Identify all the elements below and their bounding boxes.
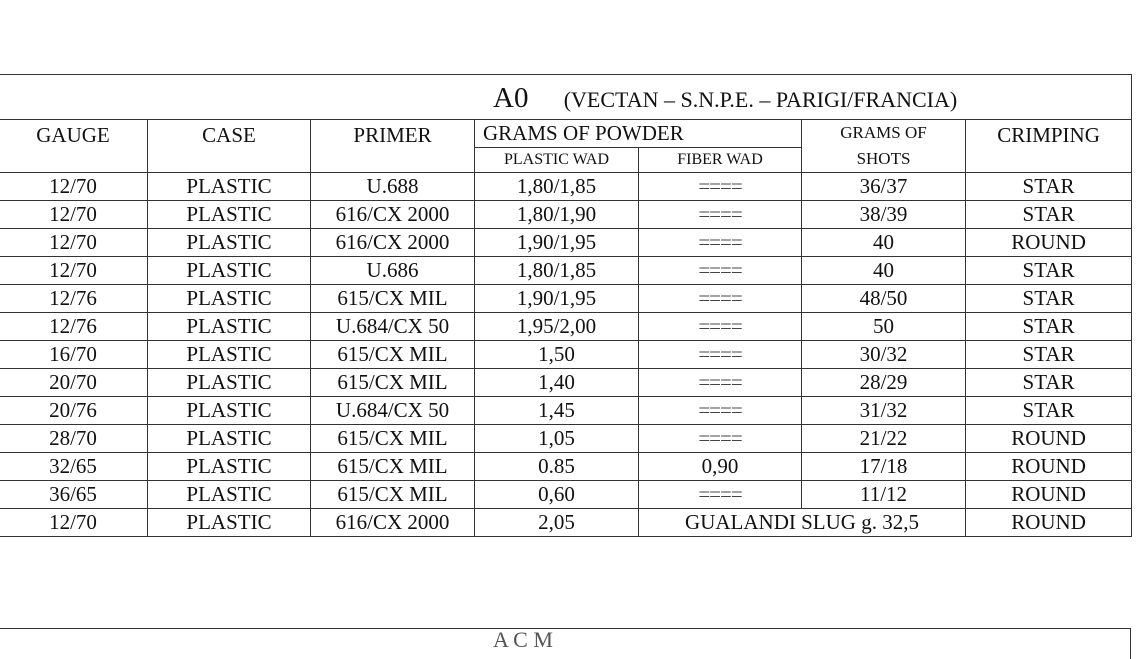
table-row: [0, 425, 1132, 453]
header-crimping: CRIMPING: [966, 120, 1132, 173]
table-row: [0, 313, 1132, 341]
cell-fiber-wad: ====: [639, 229, 802, 257]
table-subtitle: (VECTAN – S.N.P.E. – PARIGI/FRANCIA): [563, 87, 958, 113]
next-table-title-fragment: A C M: [493, 627, 553, 652]
cell-fiber-wad: ====: [639, 341, 802, 369]
header-case: CASE: [148, 120, 311, 173]
table-title-row: [0, 75, 1132, 120]
cell-fiber-wad: ====: [639, 313, 802, 341]
cell-case: PLASTIC: [148, 481, 311, 509]
cell-gauge: 28/70: [0, 425, 148, 453]
cell-gauge: 12/76: [0, 313, 148, 341]
header-grams-of-shots: [802, 120, 966, 173]
cell-primer: 616/CX 2000: [311, 229, 475, 257]
cell-plastic-wad: 2,05: [475, 509, 639, 537]
table-row: [0, 229, 1132, 257]
cell-case: PLASTIC: [148, 229, 311, 257]
cell-plastic-wad: 1,40: [475, 369, 639, 397]
cell-plastic-wad: 1,90/1,95: [475, 229, 639, 257]
cell-plastic-wad: 0.85: [475, 453, 639, 481]
table-row: [0, 453, 1132, 481]
cell-primer: U.684/CX 50: [311, 397, 475, 425]
cell-gauge: 12/70: [0, 173, 148, 201]
cell-case: PLASTIC: [148, 313, 311, 341]
cell-case: PLASTIC: [148, 425, 311, 453]
cell-fiber-wad: ====: [639, 257, 802, 285]
cell-shots: 38/39: [802, 201, 966, 229]
cell-merged: GUALANDI SLUG g. 32,5: [639, 509, 966, 537]
cell-shots: 21/22: [802, 425, 966, 453]
cell-gauge: 20/70: [0, 369, 148, 397]
cell-case: PLASTIC: [148, 173, 311, 201]
cell-fiber-wad: ====: [639, 481, 802, 509]
cell-shots: 17/18: [802, 453, 966, 481]
cell-fiber-wad: ====: [639, 201, 802, 229]
cell-crimping: STAR: [966, 369, 1132, 397]
cell-primer: U.688: [311, 173, 475, 201]
cell-case: PLASTIC: [148, 509, 311, 537]
table-row: [0, 369, 1132, 397]
cell-fiber-wad: 0,90: [639, 453, 802, 481]
cell-plastic-wad: 1,45: [475, 397, 639, 425]
cell-plastic-wad: 1,05: [475, 425, 639, 453]
cell-case: PLASTIC: [148, 257, 311, 285]
cell-case: PLASTIC: [148, 341, 311, 369]
cell-crimping: STAR: [966, 313, 1132, 341]
cell-shots: 36/37: [802, 173, 966, 201]
cell-fiber-wad: ====: [639, 173, 802, 201]
cell-primer: 615/CX MIL: [311, 285, 475, 313]
cell-crimping: ROUND: [966, 453, 1132, 481]
cell-case: PLASTIC: [148, 201, 311, 229]
table-title-cell: [0, 75, 1132, 120]
header-primer: PRIMER: [311, 120, 475, 173]
header-grams-of-shots-line1: GRAMS OF: [840, 123, 927, 143]
cell-crimping: STAR: [966, 201, 1132, 229]
header-gauge: GAUGE: [0, 120, 148, 173]
cell-primer: 615/CX MIL: [311, 425, 475, 453]
cell-case: PLASTIC: [148, 285, 311, 313]
cell-case: PLASTIC: [148, 397, 311, 425]
cell-shots: 30/32: [802, 341, 966, 369]
cell-primer: 615/CX MIL: [311, 369, 475, 397]
table-row: [0, 509, 1132, 537]
cell-plastic-wad: 0,60: [475, 481, 639, 509]
table-row: [0, 341, 1132, 369]
header-row: [0, 120, 1132, 148]
cell-primer: 615/CX MIL: [311, 481, 475, 509]
header-grams-of-shots-line2: SHOTS: [856, 149, 911, 169]
cell-shots: 50: [802, 313, 966, 341]
cell-plastic-wad: 1,80/1,85: [475, 257, 639, 285]
cell-shots: 48/50: [802, 285, 966, 313]
cell-shots: 11/12: [802, 481, 966, 509]
cell-case: PLASTIC: [148, 369, 311, 397]
cell-gauge: 12/70: [0, 201, 148, 229]
cell-crimping: STAR: [966, 397, 1132, 425]
cell-crimping: ROUND: [966, 425, 1132, 453]
header-fiber-wad: FIBER WAD: [639, 147, 802, 172]
cell-gauge: 20/76: [0, 397, 148, 425]
cell-fiber-wad: ====: [639, 425, 802, 453]
cell-gauge: 12/76: [0, 285, 148, 313]
cell-shots: 40: [802, 257, 966, 285]
cell-crimping: STAR: [966, 341, 1132, 369]
cell-plastic-wad: 1,50: [475, 341, 639, 369]
cell-primer: 615/CX MIL: [311, 341, 475, 369]
cell-primer: U.686: [311, 257, 475, 285]
cell-gauge: 12/70: [0, 229, 148, 257]
cell-plastic-wad: 1,90/1,95: [475, 285, 639, 313]
table-row: [0, 285, 1132, 313]
table-row: [0, 481, 1132, 509]
cell-primer: 615/CX MIL: [311, 453, 475, 481]
cell-gauge: 32/65: [0, 453, 148, 481]
cell-crimping: STAR: [966, 173, 1132, 201]
cell-crimping: ROUND: [966, 229, 1132, 257]
cell-fiber-wad: ====: [639, 285, 802, 313]
next-table-frame: [0, 628, 1131, 659]
cell-crimping: ROUND: [966, 509, 1132, 537]
cell-primer: 616/CX 2000: [311, 509, 475, 537]
table-title: A0: [493, 82, 529, 115]
cell-plastic-wad: 1,80/1,90: [475, 201, 639, 229]
table-row: [0, 257, 1132, 285]
cell-gauge: 16/70: [0, 341, 148, 369]
table-row: [0, 173, 1132, 201]
cell-gauge: 12/70: [0, 509, 148, 537]
cell-shots: 28/29: [802, 369, 966, 397]
cell-shots: 31/32: [802, 397, 966, 425]
cell-gauge: 12/70: [0, 257, 148, 285]
table-row: [0, 201, 1132, 229]
powder-load-table: [0, 74, 1132, 537]
cell-crimping: ROUND: [966, 481, 1132, 509]
cell-plastic-wad: 1,95/2,00: [475, 313, 639, 341]
header-grams-of-powder: GRAMS OF POWDER: [475, 120, 802, 148]
cell-primer: 616/CX 2000: [311, 201, 475, 229]
table-row: [0, 397, 1132, 425]
cell-fiber-wad: ====: [639, 397, 802, 425]
cell-shots: 40: [802, 229, 966, 257]
cell-gauge: 36/65: [0, 481, 148, 509]
cell-primer: U.684/CX 50: [311, 313, 475, 341]
cell-case: PLASTIC: [148, 453, 311, 481]
cell-fiber-wad: ====: [639, 369, 802, 397]
header-plastic-wad: PLASTIC WAD: [475, 147, 639, 172]
cell-plastic-wad: 1,80/1,85: [475, 173, 639, 201]
cell-crimping: STAR: [966, 285, 1132, 313]
cell-crimping: STAR: [966, 257, 1132, 285]
